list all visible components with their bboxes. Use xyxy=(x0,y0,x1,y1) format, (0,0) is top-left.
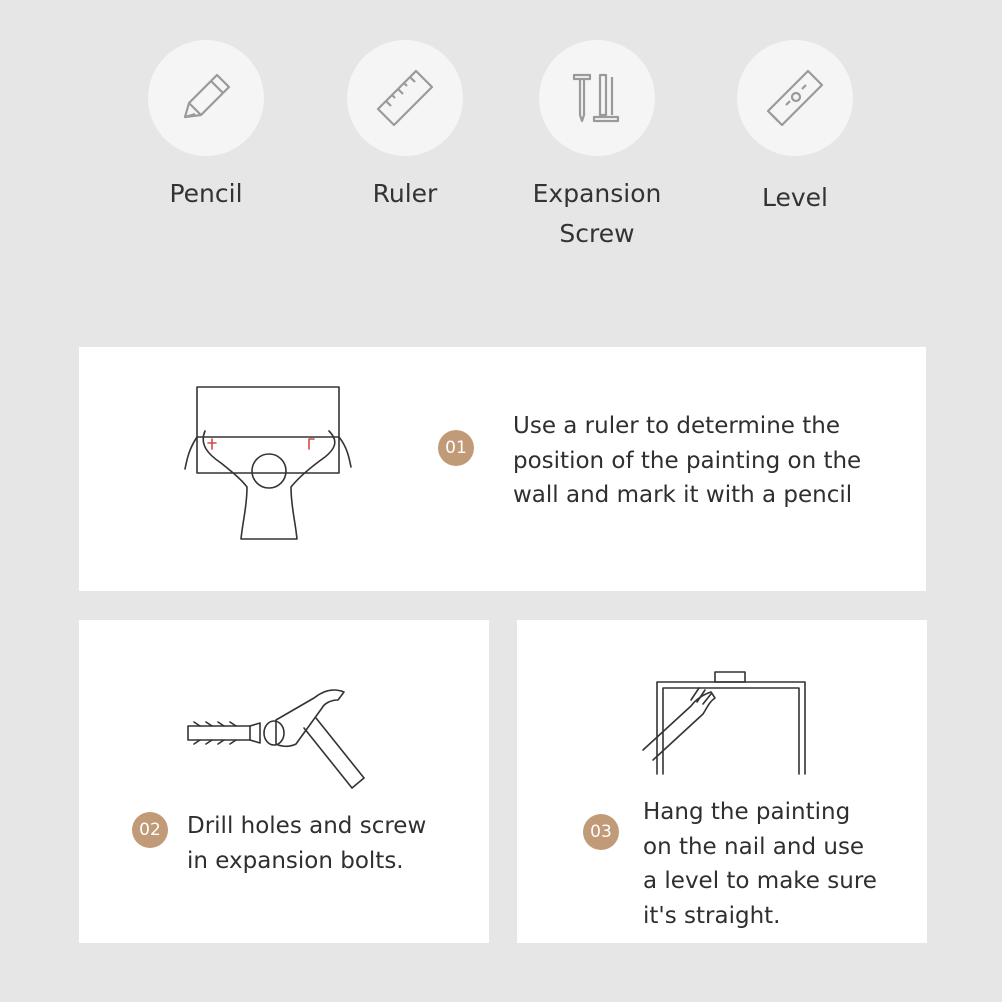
tool-ruler xyxy=(315,40,495,214)
hammer-anchor-illustration xyxy=(184,678,384,798)
step-description: Drill holes and screw in expansion bolts. xyxy=(187,813,427,874)
expansion-screw-icon xyxy=(539,40,655,156)
ruler-icon xyxy=(347,40,463,156)
tool-level xyxy=(705,40,885,218)
tool-label: Pencil xyxy=(169,179,243,208)
level-icon xyxy=(737,40,853,156)
tool-label: Ruler xyxy=(372,179,438,208)
step-description: Use a ruler to determine the position of the painting on the wall and mark it with a pencil xyxy=(513,413,862,508)
pencil-icon xyxy=(148,40,264,156)
step-number-badge: 02 xyxy=(132,812,168,848)
step-number-badge: 01 xyxy=(438,430,474,466)
hand-level-frame-illustration xyxy=(639,660,819,790)
step-description: Hang the painting on the nail and use a level to make sure it's straight. xyxy=(643,799,877,929)
tool-label: Expansion Screw xyxy=(532,179,662,248)
tool-label: Level xyxy=(762,183,828,212)
person-holding-frame-illustration xyxy=(179,379,369,559)
tool-expansion-screw xyxy=(507,40,687,254)
step-card-01 xyxy=(79,347,926,591)
step-card-03 xyxy=(517,620,927,943)
tool-pencil xyxy=(116,40,296,214)
step-card-02 xyxy=(79,620,489,943)
step-number-badge: 03 xyxy=(583,814,619,850)
